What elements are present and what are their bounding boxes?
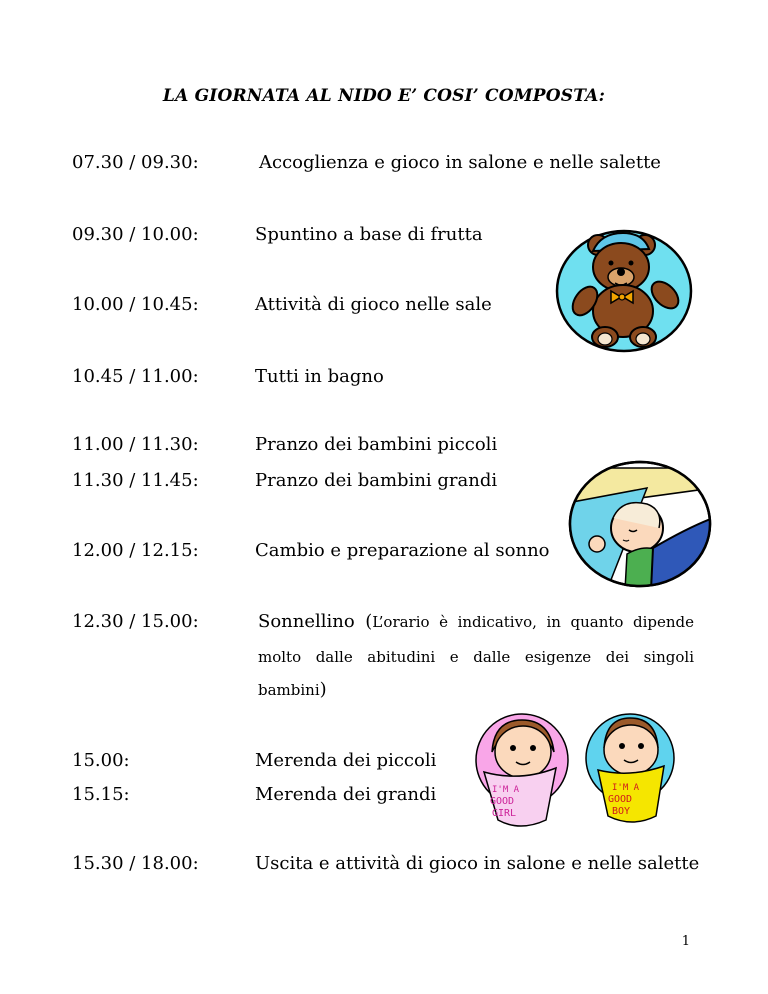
schedule-activity: Merenda dei grandi (255, 784, 437, 805)
schedule-time: 15.00: (72, 750, 130, 771)
schedule-time: 15.15: (72, 784, 130, 805)
schedule-activity: Attività di gioco nelle sale (255, 294, 492, 315)
schedule-activity: Pranzo dei bambini grandi (255, 470, 498, 491)
good-boy-illustration (580, 712, 680, 830)
schedule-time: 11.00 / 11.30: (72, 434, 199, 455)
bib-girl-text: GOOD (490, 796, 515, 807)
schedule-time: 10.00 / 10.45: (72, 294, 199, 315)
schedule-activity: Tutti in bagno (255, 366, 384, 387)
schedule-time: 12.30 / 15.00: (72, 611, 199, 632)
schedule-time: 07.30 / 09.30: (72, 152, 199, 173)
nap-note-line (258, 680, 694, 700)
schedule-time: 12.00 / 12.15: (72, 540, 199, 561)
nap-note-text: L’orario è indicativo, in quanto dipende (372, 613, 694, 631)
schedule-time: 15.30 / 18.00: (72, 853, 199, 874)
teddy-bear-illustration (553, 225, 695, 357)
page-number: 1 (681, 934, 690, 949)
bib-boy-text: I'M A (612, 783, 640, 793)
schedule-activity: Cambio e preparazione al sonno (255, 540, 550, 561)
schedule-activity: Pranzo dei bambini piccoli (255, 434, 498, 455)
bib-girl-text: I'M A (492, 785, 520, 795)
schedule-activity: Merenda dei piccoli (255, 750, 437, 771)
schedule-activity: Sonnellino (258, 611, 355, 632)
page-title: LA GIORNATA AL NIDO E’ COSI’ COMPOSTA: (162, 86, 606, 106)
schedule-time: 10.45 / 11.00: (72, 366, 199, 387)
schedule-time: 11.30 / 11.45: (72, 470, 199, 491)
bib-girl-text: GIRL (492, 808, 517, 819)
bib-boy-text: BOY (612, 806, 631, 817)
nap-note-text: bambini (258, 681, 320, 699)
bib-boy-text: GOOD (608, 794, 633, 805)
schedule-activity: Accoglienza e gioco in salone e nelle salette (259, 152, 661, 173)
schedule-activity: Spuntino a base di frutta (255, 224, 483, 245)
schedule-time: 09.30 / 10.00: (72, 224, 199, 245)
nap-note-line (258, 612, 694, 632)
nap-note-line: molto dalle abitudini e dalle esigenze dei singoli (258, 648, 694, 666)
note-open-paren: ( (354, 611, 373, 632)
note-close-paren: ) (319, 679, 327, 700)
good-girl-illustration (470, 712, 570, 830)
schedule-activity: Uscita e attività di gioco in salone e nelle salette (255, 853, 700, 874)
sleeping-baby-illustration (567, 458, 713, 590)
